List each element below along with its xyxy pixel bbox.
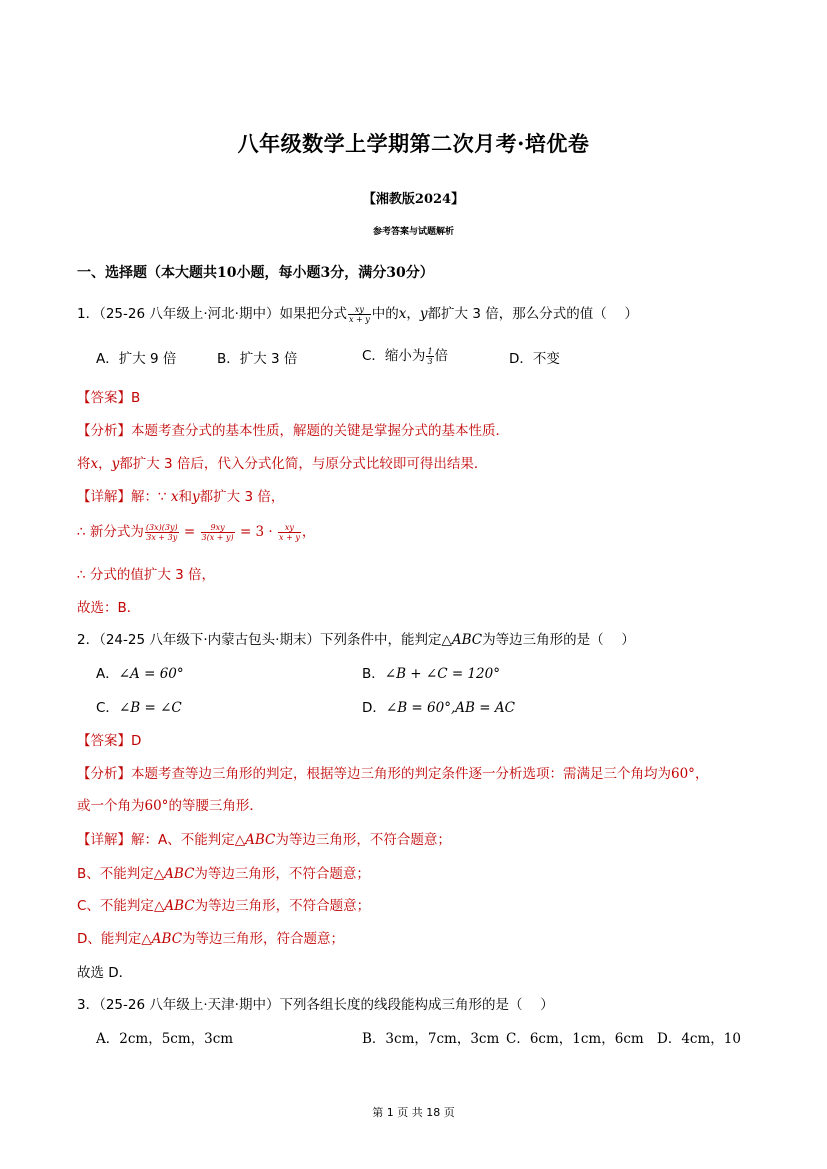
q1-analysis2-b: ， — [98, 456, 112, 472]
q1-step1-frac3 — [278, 523, 301, 542]
q3-option-b: B．3cm，7cm，3cm — [362, 1031, 500, 1047]
q2-detail-d-tri: △ABC — [141, 931, 183, 947]
q2-analysis-1 — [77, 762, 708, 782]
question-2-stem — [77, 628, 635, 648]
q2-option-b-label: B． — [362, 666, 385, 682]
q2-detail-a — [77, 828, 451, 848]
q1-option-a: A．扩大 9 倍 — [96, 351, 177, 367]
q1-option-c — [362, 344, 448, 366]
q1-step1-f3-num: xy — [278, 523, 301, 533]
q2-analysis2-a: 或一个角为 — [77, 798, 145, 814]
q1-step1-pre: ∴ 新分式为 — [77, 524, 144, 540]
q1-detail-c: 都扩大 3 倍， — [199, 489, 285, 505]
q1-detail-a: 【详解】解：∵ — [77, 489, 171, 505]
q1-step1-eq2: = 3 · — [235, 524, 278, 540]
q2-option-a-math: ∠A = 60° — [118, 666, 184, 682]
q1-option-c-num: 1 — [427, 346, 433, 356]
section-heading: 一、选择题（本大题共10小题，每小题3分，满分30分） — [77, 265, 434, 281]
q2-option-a-label: A． — [96, 666, 119, 682]
page-footer: 第 1 页 共 18 页 — [372, 1106, 455, 1119]
q1-var-y: y — [419, 306, 428, 322]
q1-analysis2-y: y — [111, 456, 120, 472]
q2-detail-a-tri: △ABC — [234, 832, 276, 848]
q3-option-d: D．4cm，10 — [657, 1031, 741, 1047]
q1-analysis2-x: x — [90, 456, 99, 472]
q1-fraction — [348, 305, 371, 324]
q2-prefix: 2．（24-25 八年级下·内蒙古包头·期末）下列条件中，能判定 — [77, 632, 442, 648]
subtitle: 参考答案与试题解析 — [372, 227, 454, 237]
q2-option-d-label: D． — [362, 700, 386, 716]
document-title: 八年级数学上学期第二次月考·培优卷 — [237, 131, 590, 156]
q1-mid1: 中的 — [371, 306, 399, 322]
q1-option-c-den: 3 — [427, 356, 433, 366]
q1-step1-f1-den: 3x + 3y — [146, 532, 178, 542]
q2-detail-c-pre: C、不能判定 — [77, 898, 154, 914]
q1-option-d: D．不变 — [509, 351, 560, 367]
q2-detail-a-pre: 【详解】解：A、不能判定 — [77, 832, 235, 848]
q1-detail-y: y — [192, 489, 200, 505]
q1-step1-f1-num: (3x)(3y) — [145, 522, 178, 532]
q1-step1-frac2 — [201, 523, 235, 542]
q2-analysis2-deg: 60° — [144, 798, 169, 814]
q1-detail-b: 和 — [178, 489, 193, 505]
q1-step1-post: ， — [301, 524, 316, 540]
q2-option-d — [362, 696, 515, 716]
q2-detail-d-pre: D、能判定 — [77, 931, 142, 947]
q2-detail-b-post: 为等边三角形，不符合题意； — [194, 866, 370, 882]
q1-analysis-1: 【分析】本题考查分式的基本性质，解题的关键是掌握分式的基本性质． — [77, 423, 509, 439]
q2-option-c-label: C． — [96, 700, 119, 716]
q2-detail-d — [77, 927, 344, 947]
q2-option-b — [362, 662, 500, 682]
q2-analysis1-a: 【分析】本题考查等边三角形的判定，根据等边三角形的判定条件逐一分析选项：需满足三个角均为 — [77, 766, 671, 782]
q1-analysis2-c: 都扩大 3 倍后，代入分式化简，与原分式比较即可得出结果． — [119, 456, 488, 472]
q2-analysis1-b: ， — [694, 766, 709, 782]
q2-detail-c-post: 为等边三角形，不符合题意； — [194, 898, 371, 914]
q1-var-x: x — [398, 306, 407, 322]
q1-option-c-pre: C．缩小为 — [362, 348, 426, 364]
q3-option-a: A．2cm，5cm，3cm — [96, 1031, 234, 1047]
q2-option-c-math: ∠B = ∠C — [118, 700, 182, 716]
q2-choose: 故选 D． — [77, 965, 133, 981]
q2-analysis1-deg: 60° — [671, 766, 695, 782]
q3-option-c: C．6cm，1cm，6cm — [506, 1031, 644, 1047]
q1-analysis2-a: 将 — [77, 456, 91, 472]
q2-answer: 【答案】D — [77, 733, 142, 749]
q1-step1-f2-num: 9xy — [201, 523, 235, 533]
q2-option-d-math: ∠B = 60°,AB = AC — [385, 700, 515, 716]
q1-step1-f3-den: x + y — [279, 532, 300, 542]
q2-analysis2-b: 的等腰三角形． — [168, 798, 263, 814]
q1-step1-frac1 — [145, 523, 179, 542]
q1-frac-num: xy — [348, 305, 371, 315]
edition-label: 【湘教版2024】 — [362, 192, 465, 207]
q1-step-2: ∴ 分式的值扩大 3 倍， — [77, 567, 216, 583]
q1-prefix: 1．（25-26 八年级上·河北·期中）如果把分式 — [77, 306, 347, 322]
q2-option-a — [96, 662, 184, 682]
q1-option-c-fraction — [426, 347, 433, 366]
q1-detail-x: x — [170, 489, 179, 505]
q1-frac-den: x + y — [348, 314, 370, 324]
q2-detail-c — [77, 894, 370, 914]
q1-analysis-2 — [77, 452, 487, 472]
q2-detail-b-tri: △ABC — [153, 866, 195, 882]
question-3-stem: 3．（25-26 八年级上·天津·期中）下列各组长度的线段能构成三角形的是（ ） — [77, 997, 554, 1013]
q1-mid2: ， — [406, 306, 420, 322]
q2-analysis-2 — [77, 794, 263, 814]
q1-step1-f2-den: 3(x + y) — [201, 532, 234, 542]
q1-suffix: 都扩大 3 倍，那么分式的值（ ） — [427, 306, 639, 322]
q2-triangle: △ABC — [441, 632, 483, 648]
q1-step1-eq1: = — [179, 524, 200, 540]
q2-detail-d-post: 为等边三角形，符合题意； — [182, 931, 345, 947]
q2-suffix: 为等边三角形的是（ ） — [482, 632, 635, 648]
q2-detail-c-tri: △ABC — [153, 898, 195, 914]
q1-choose: 故选：B． — [77, 600, 141, 616]
q2-detail-b-pre: B、不能判定 — [77, 866, 154, 882]
q2-detail-b — [77, 862, 370, 882]
q1-answer: 【答案】B — [77, 390, 141, 406]
q2-option-b-math: ∠B + ∠C = 120° — [384, 666, 500, 682]
q2-detail-a-post: 为等边三角形，不符合题意； — [275, 832, 451, 848]
q1-detail — [77, 485, 284, 505]
q1-option-b: B．扩大 3 倍 — [217, 351, 298, 367]
q1-option-c-post: 倍 — [434, 348, 449, 364]
question-1-stem — [77, 302, 638, 324]
q1-step-1 — [77, 520, 315, 542]
q2-option-c — [96, 696, 182, 716]
